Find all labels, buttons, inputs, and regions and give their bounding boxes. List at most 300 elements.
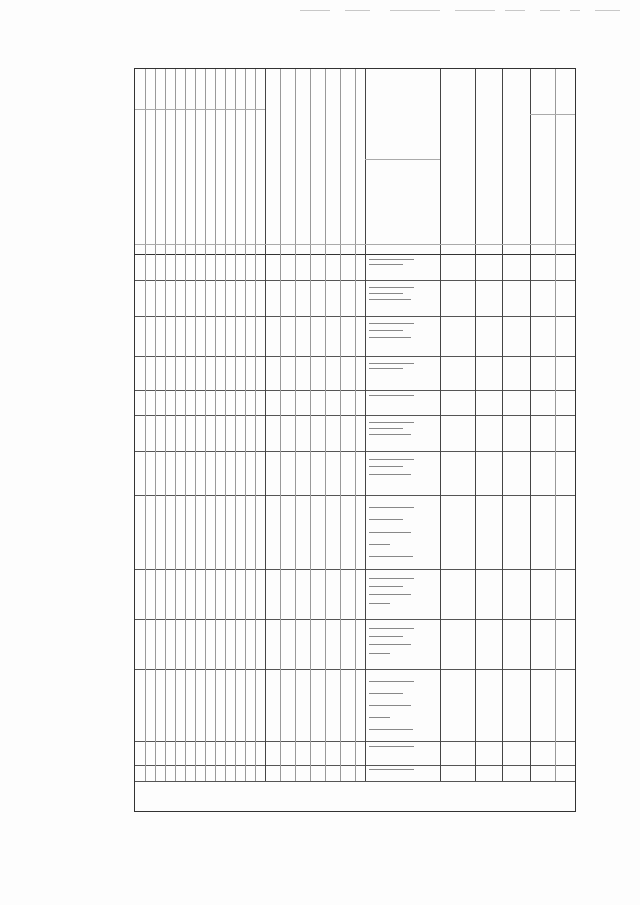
unit-header: [440, 69, 475, 254]
column-rule: [245, 415, 246, 451]
column-rule: [215, 415, 216, 451]
column-rule: [175, 741, 176, 765]
target-value: [475, 356, 502, 390]
column-rule: [185, 280, 186, 316]
target-value: [475, 254, 502, 280]
column-rule: [355, 619, 356, 669]
column-rule: [155, 619, 156, 669]
column-rule: [185, 415, 186, 451]
text-line: [369, 363, 414, 364]
target-value: [555, 619, 575, 669]
text-line: [369, 368, 403, 369]
column-rule: [295, 741, 296, 765]
column-rule: [280, 254, 281, 280]
target-year-header: [475, 69, 502, 254]
unit: [440, 495, 475, 569]
column-rule: [265, 495, 266, 569]
column-rule: [325, 765, 326, 781]
target-value: [555, 451, 575, 495]
column-rule: [295, 254, 296, 280]
column-rule: [185, 619, 186, 669]
stages-group: [502, 69, 530, 254]
column-rule: [355, 495, 356, 569]
column-rule: [295, 356, 296, 390]
column-rule: [245, 356, 246, 390]
column-rule: [155, 451, 156, 495]
target-value: [475, 765, 502, 781]
column-rule: [165, 495, 166, 569]
column-rule: [325, 415, 326, 451]
column-rule: [175, 619, 176, 669]
column-rule: [205, 669, 206, 741]
column-rule: [235, 390, 236, 415]
column-rule: [155, 669, 156, 741]
column-rule: [215, 569, 216, 619]
column-rule: [175, 669, 176, 741]
scan-mark: [540, 10, 560, 11]
column-rule: [195, 569, 196, 619]
column-rule: [355, 765, 356, 781]
column-rule: [215, 356, 216, 390]
column-rule: [185, 669, 186, 741]
column-rule: [295, 390, 296, 415]
text-line: [369, 466, 403, 467]
column-rule: [355, 280, 356, 316]
column-rule: [255, 765, 256, 781]
column-rule: [325, 619, 326, 669]
table-row: [135, 451, 575, 496]
column-rule: [195, 495, 196, 569]
column-rule: [165, 765, 166, 781]
target-value: [502, 451, 530, 495]
target-value: [555, 415, 575, 451]
text-line: [369, 459, 414, 460]
column-rule: [215, 451, 216, 495]
column-rule: [235, 316, 236, 356]
text-line: [369, 693, 403, 694]
target-value: [530, 415, 555, 451]
column-rule: [265, 741, 266, 765]
column-rule: [175, 495, 176, 569]
column-rule: [185, 741, 186, 765]
indicator-table: [134, 68, 576, 812]
column-rule: [195, 619, 196, 669]
scan-mark: [595, 10, 620, 11]
indicator-name: [365, 741, 440, 765]
column-rule: [265, 415, 266, 451]
column-rule: [280, 390, 281, 415]
column-rule: [145, 415, 146, 451]
column-rule: [295, 569, 296, 619]
unit: [440, 669, 475, 741]
column-rule: [205, 451, 206, 495]
column-rule: [175, 254, 176, 280]
unit: [440, 569, 475, 619]
unit: [440, 316, 475, 356]
column-rule: [145, 316, 146, 356]
column-rule: [165, 451, 166, 495]
text-line: [369, 299, 411, 300]
column-rule: [310, 569, 311, 619]
table-row: [135, 415, 575, 452]
column-rule: [245, 390, 246, 415]
column-rule: [355, 669, 356, 741]
column-rule: [205, 619, 206, 669]
text-line: [369, 330, 403, 331]
column-rule: [265, 356, 266, 390]
text-line: [369, 636, 403, 637]
target-value: [530, 495, 555, 569]
column-rule: [165, 254, 166, 280]
scan-edge-marks: [0, 0, 640, 30]
column-rule: [340, 619, 341, 669]
column-rule: [145, 669, 146, 741]
text-line: [369, 586, 403, 587]
column-rule: [165, 619, 166, 669]
target-value: [530, 390, 555, 415]
column-rule: [145, 280, 146, 316]
column-rule: [155, 569, 156, 619]
column-rule: [195, 451, 196, 495]
column-rule: [355, 415, 356, 451]
column-rule: [340, 569, 341, 619]
table-row: [135, 619, 575, 670]
target-value: [530, 280, 555, 316]
column-rule: [255, 451, 256, 495]
column-rule: [225, 316, 226, 356]
column-rule: [280, 741, 281, 765]
column-rule: [295, 765, 296, 781]
column-rule: [340, 765, 341, 781]
text-line: [369, 653, 390, 654]
column-rule: [245, 451, 246, 495]
text-line: [369, 746, 414, 747]
indicator-name: [365, 356, 440, 390]
column-rule: [325, 356, 326, 390]
column-rule: [195, 415, 196, 451]
column-rule: [145, 356, 146, 390]
column-rule: [245, 280, 246, 316]
column-rule: [195, 765, 196, 781]
column-rule: [325, 669, 326, 741]
text-line: [369, 474, 411, 475]
column-rule: [185, 765, 186, 781]
column-rule: [165, 741, 166, 765]
column-rule: [195, 254, 196, 280]
column-rule: [195, 669, 196, 741]
target-value: [555, 569, 575, 619]
text-line: [369, 287, 414, 288]
scan-mark: [570, 10, 580, 11]
column-rule: [185, 495, 186, 569]
target-value: [502, 619, 530, 669]
column-rule: [165, 569, 166, 619]
column-rule: [265, 316, 266, 356]
column-rule: [205, 280, 206, 316]
target-value: [475, 280, 502, 316]
column-rule: [145, 569, 146, 619]
column-rule: [280, 495, 281, 569]
column-rule: [235, 415, 236, 451]
column-rule: [225, 451, 226, 495]
column-rule: [215, 765, 216, 781]
column-rule: [245, 254, 246, 280]
column-rule: [205, 316, 206, 356]
column-rule: [155, 765, 156, 781]
column-rule: [340, 495, 341, 569]
column-rule: [325, 495, 326, 569]
indicator-name: [365, 390, 440, 415]
column-rule: [215, 669, 216, 741]
column-rule: [340, 254, 341, 280]
text-line: [369, 544, 390, 545]
target-value: [502, 390, 530, 415]
table-row: [135, 356, 575, 391]
unit: [440, 741, 475, 765]
column-rule: [310, 254, 311, 280]
column-rule: [355, 254, 356, 280]
column-rule: [205, 569, 206, 619]
scan-mark: [300, 10, 330, 11]
table-row: [135, 316, 575, 357]
text-line: [369, 594, 411, 595]
column-rule: [340, 741, 341, 765]
column-rule: [215, 280, 216, 316]
column-rule: [255, 619, 256, 669]
text-line: [369, 729, 413, 730]
column-rule: [255, 356, 256, 390]
target-value: [475, 415, 502, 451]
column-rule: [195, 316, 196, 356]
target-value: [530, 451, 555, 495]
column-rule: [225, 619, 226, 669]
table-row: [135, 390, 575, 416]
column-rule: [310, 390, 311, 415]
column-rule: [225, 741, 226, 765]
column-rule: [245, 741, 246, 765]
text-line: [369, 434, 411, 435]
column-rule: [265, 254, 266, 280]
column-rule: [280, 280, 281, 316]
target-value: [475, 741, 502, 765]
column-rule: [235, 280, 236, 316]
target-value: [530, 619, 555, 669]
column-rule: [310, 495, 311, 569]
column-rule: [175, 280, 176, 316]
unit: [440, 390, 475, 415]
text-line: [369, 323, 414, 324]
table-row: [135, 280, 575, 317]
column-rule: [155, 356, 156, 390]
column-rule: [235, 669, 236, 741]
text-line: [369, 578, 414, 579]
column-rule: [205, 356, 206, 390]
column-rule: [195, 390, 196, 415]
column-rule: [340, 390, 341, 415]
column-rule: [155, 741, 156, 765]
column-rule: [280, 415, 281, 451]
column-rule: [245, 669, 246, 741]
page-number: [102, 448, 112, 458]
target-value: [475, 619, 502, 669]
text-line: [369, 507, 414, 508]
column-rule: [145, 495, 146, 569]
column-rule: [225, 669, 226, 741]
unit: [440, 415, 475, 451]
column-rule: [215, 254, 216, 280]
column-rule: [325, 316, 326, 356]
classification-group: [135, 69, 265, 254]
indicator-name: [365, 254, 440, 280]
column-rule: [155, 415, 156, 451]
column-rule: [340, 316, 341, 356]
column-rule: [175, 451, 176, 495]
target-value: [475, 569, 502, 619]
column-rule: [265, 451, 266, 495]
column-rule: [235, 254, 236, 280]
column-rule: [225, 495, 226, 569]
column-rule: [355, 356, 356, 390]
scan-mark: [505, 10, 525, 11]
column-rule: [185, 569, 186, 619]
column-rule: [245, 619, 246, 669]
column-rule: [145, 619, 146, 669]
scan-mark: [390, 10, 440, 11]
target-value: [502, 356, 530, 390]
column-rule: [155, 495, 156, 569]
scan-mark: [345, 10, 370, 11]
column-rule: [265, 669, 266, 741]
column-rule: [255, 390, 256, 415]
column-rule: [145, 254, 146, 280]
column-rule: [310, 356, 311, 390]
column-rule: [205, 765, 206, 781]
text-line: [369, 769, 414, 770]
target-value: [530, 569, 555, 619]
column-rule: [225, 765, 226, 781]
column-rule: [205, 415, 206, 451]
column-rule: [325, 741, 326, 765]
target-value: [555, 316, 575, 356]
column-rule: [255, 569, 256, 619]
column-rule: [325, 280, 326, 316]
column-rule: [195, 741, 196, 765]
column-rule: [340, 451, 341, 495]
column-rule: [255, 415, 256, 451]
target-value: [555, 669, 575, 741]
column-rule: [280, 669, 281, 741]
target-value: [475, 495, 502, 569]
table-row: [135, 569, 575, 620]
column-rule: [340, 669, 341, 741]
column-rule: [235, 356, 236, 390]
column-rule: [325, 569, 326, 619]
column-rule: [245, 569, 246, 619]
column-rule: [295, 495, 296, 569]
text-line: [369, 428, 403, 429]
column-rule: [310, 619, 311, 669]
target-value: [502, 765, 530, 781]
column-rule: [295, 280, 296, 316]
column-rule: [165, 669, 166, 741]
column-rule: [280, 765, 281, 781]
column-rule: [195, 356, 196, 390]
column-rule: [280, 356, 281, 390]
column-rule: [165, 316, 166, 356]
column-rule: [175, 390, 176, 415]
column-rule: [245, 765, 246, 781]
target-value: [530, 669, 555, 741]
column-rule: [225, 390, 226, 415]
table-row: [135, 254, 575, 281]
target-value: [530, 316, 555, 356]
target-value: [530, 741, 555, 765]
text-line: [369, 556, 413, 557]
column-rule: [185, 254, 186, 280]
column-rule: [255, 280, 256, 316]
text-line: [369, 293, 403, 294]
column-rule: [155, 254, 156, 280]
column-rule: [205, 495, 206, 569]
column-rule: [355, 390, 356, 415]
target-value: [555, 254, 575, 280]
column-rule: [215, 741, 216, 765]
indicator-name: [365, 765, 440, 781]
column-rule: [215, 390, 216, 415]
target-value: [555, 765, 575, 781]
column-rule: [355, 451, 356, 495]
unit: [440, 356, 475, 390]
text-line: [369, 705, 411, 706]
column-rule: [280, 569, 281, 619]
column-rule: [325, 451, 326, 495]
column-rule: [155, 316, 156, 356]
column-rule: [235, 495, 236, 569]
target-value: [555, 356, 575, 390]
column-rule: [265, 619, 266, 669]
target-value: [555, 495, 575, 569]
column-rule: [310, 316, 311, 356]
column-rule: [235, 569, 236, 619]
column-rule: [310, 765, 311, 781]
table-row: [135, 765, 575, 782]
column-rule: [215, 619, 216, 669]
column-rule: [310, 451, 311, 495]
column-rule: [235, 451, 236, 495]
column-rule: [255, 741, 256, 765]
column-rule: [295, 451, 296, 495]
target-value: [555, 280, 575, 316]
column-rule: [340, 356, 341, 390]
column-rule: [205, 741, 206, 765]
column-rule: [310, 415, 311, 451]
column-rule: [340, 415, 341, 451]
column-rule: [295, 669, 296, 741]
column-rule: [185, 316, 186, 356]
text-line: [369, 519, 403, 520]
target-value: [555, 390, 575, 415]
target-value: [530, 356, 555, 390]
column-rule: [325, 254, 326, 280]
target-value: [502, 415, 530, 451]
indicator-name-header: [365, 69, 440, 254]
target-value: [502, 569, 530, 619]
text-line: [369, 628, 414, 629]
column-rule: [355, 569, 356, 619]
target-value: [502, 741, 530, 765]
text-line: [369, 422, 414, 423]
target-value: [502, 495, 530, 569]
